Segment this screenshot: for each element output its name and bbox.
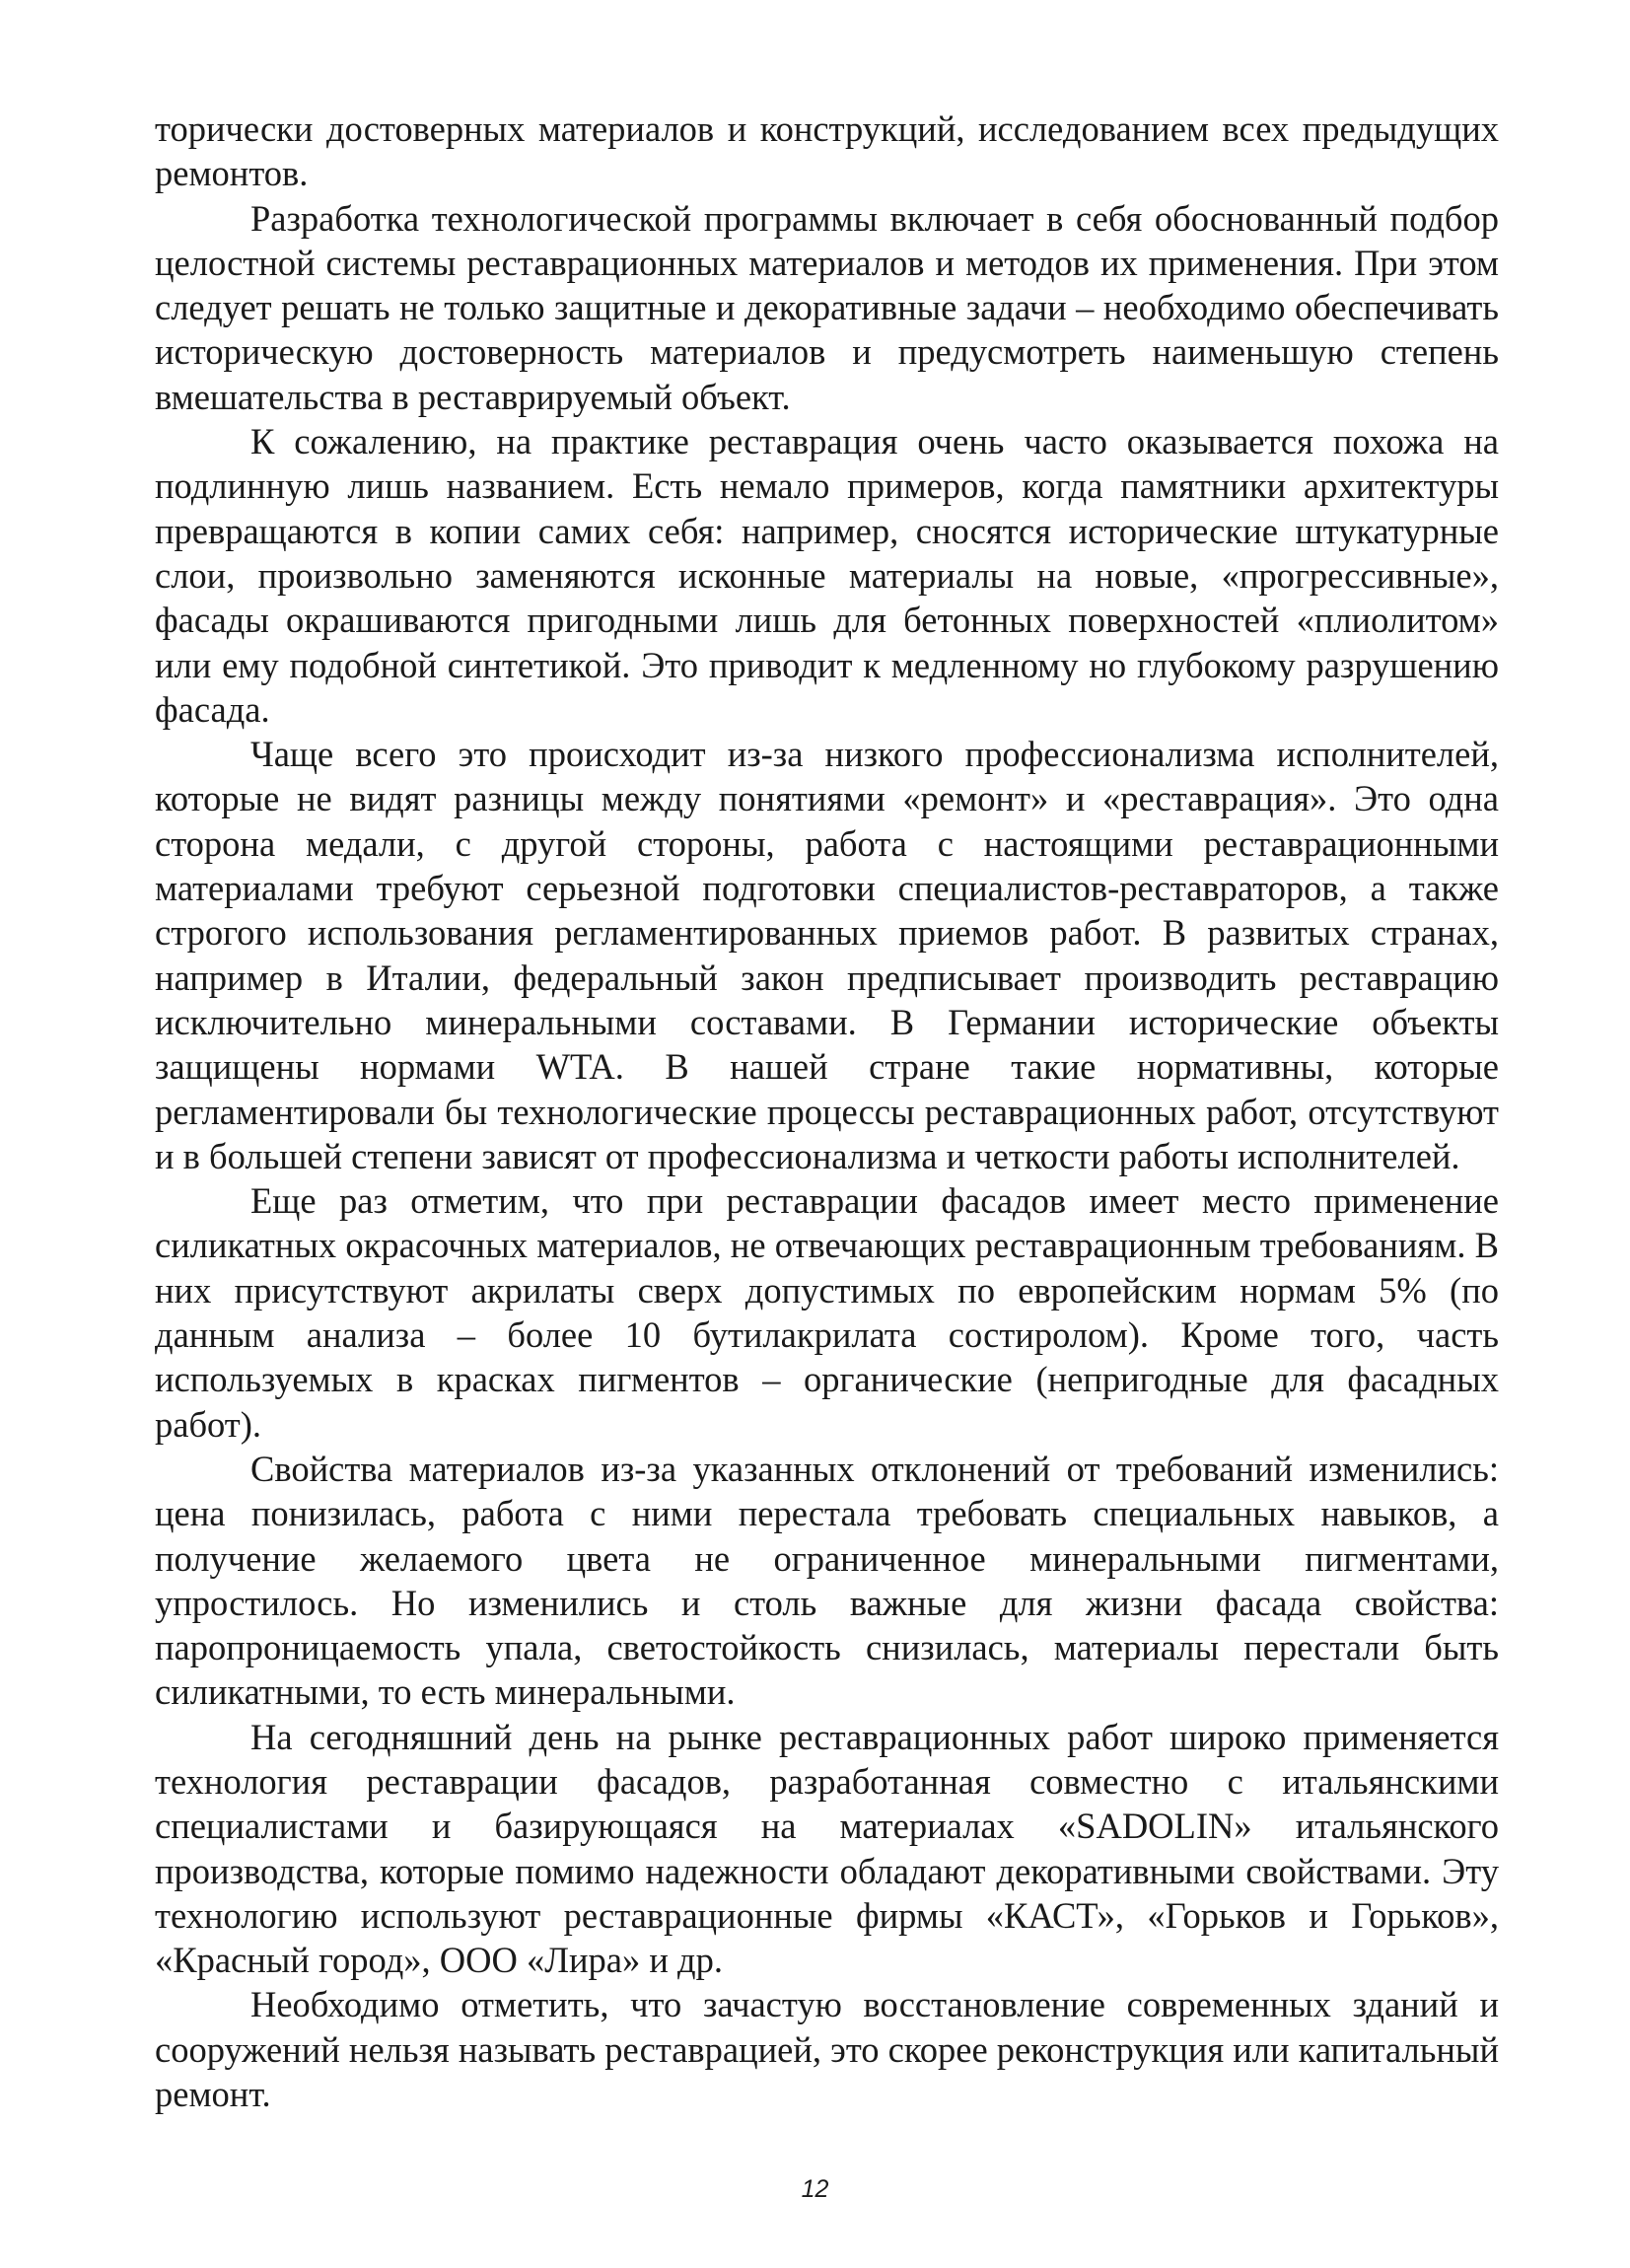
paragraph: Разработка технологической программы включает в себя обоснованный подбор целостной системы реставрационных материалов и методов их применения. При этом следует решать не только защитные и декоративные задачи – необходимо обеспечивать историческую достоверность материалов и предусмотреть наименьшую степень вмешательства в реставрируемый объект. [155,197,1499,417]
paragraph: Чаще всего это происходит из-за низкого профессионализма исполнителей, которые не видят разницы между понятиями «ремонт» и «реставрация». Это одна сторона медали, с другой стороны, работа с настоящими реставрационными материалами требуют серьезной подготовки специалистов-реставраторов, а также строгого использования регламентированных приемов работ. В развитых странах, например в Италии, федеральный закон предписывает производить реставрацию исключительно минеральными составами. В Германии исторические объекты защищены нормами WTA. В нашей стране такие нормативны, которые регламентировали бы технологические процессы реставрационных работ, отсутствуют и в большей степени зависят от профессионализма и четкости работы исполнителей. [155,734,1499,1176]
paragraph: Еще раз отметим, что при реставрации фасадов имеет место применение силикатных окрасочных материалов, не отвечающих реставрационным требованиям. В них присутствуют акрилаты сверх допустимых по европейским нормам 5% (по данным анализа – более 10 бутилакрилата состиролом). Кроме того, часть используемых в красках пигментов – органические (непригодные для фасадных работ). [155,1180,1499,1445]
paragraph: На сегодняшний день на рынке реставрационных работ широко применяется технология реставрации фасадов, разработанная совместно с итальянскими специалистами и базирующаяся на материалах «SADOLIN» итальянского производства, которые помимо надежности обладают декоративными свойствами. Эту технологию используют реставрационные фирмы «КАСТ», «Горьков и Горьков», «Красный город», ООО «Лира» и др. [155,1716,1499,1981]
paragraph-continuation: торически достоверных материалов и конструкций, исследованием всех предыдущих ремонтов. [155,108,1499,194]
paragraph: К сожалению, на практике реставрация очень часто оказывается похожа на подлинную лишь названием. Есть немало примеров, когда памятники архитектуры превращаются в копии самих себя: например, сносятся исторические штукатурные слои, произвольно заменяются исконные материалы на новые, «прогрессивные», фасады окрашиваются пригодными лишь для бетонных поверхностей «плиолитом» или ему подобной синтетикой. Это приводит к медленному но глубокому разрушению фасада. [155,421,1499,730]
paragraph: Необходимо отметить, что зачастую восстановление современных зданий и сооружений нельзя называть реставрацией, это скорее реконструкция или капитальный ремонт. [155,1984,1499,2115]
body-text [155,106,1499,2116]
page-number: 12 [801,2175,829,2203]
paragraph: Свойства материалов из-за указанных отклонений от требований изменились: цена понизилась, работа с ними перестала требовать специальных навыков, а получение желаемого цвета не ограниченное минеральными пигментами, упростилось. Но изменились и столь важные для жизни фасада свойства: паропроницаемость упала, светостойкость снизилась, материалы перестали быть силикатными, то есть минеральными. [155,1448,1499,1713]
